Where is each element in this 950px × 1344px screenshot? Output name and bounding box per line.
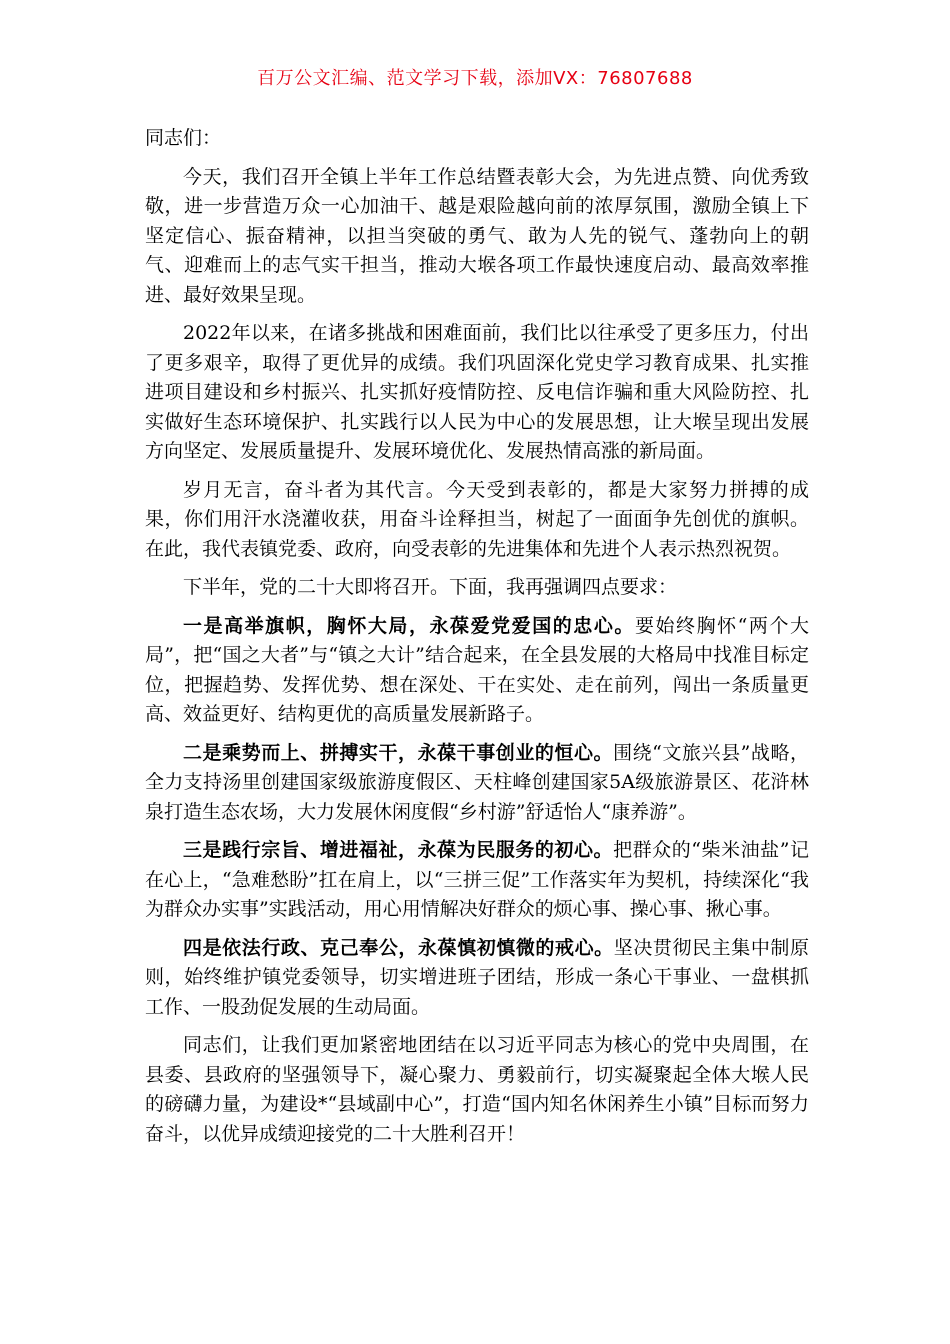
- requirement-heading: 四是依法行政、克己奉公，永葆慎初慎微的戒心。: [183, 936, 614, 959]
- paragraph-text: 要始终胸怀“两个大局”，把“国之大者”与“镇之大计”结合起来，在全县发展的大格局中找准目标定位，把握趋势、发挥优势、想在深处、干在实处、走在前列，闯出一条质量更高、效益更好、结构更优的高质量发展新路子。: [145, 614, 809, 725]
- speech-document: [145, 124, 809, 1158]
- watermark-banner: 百万公文汇编、范文学习下载，添加VX：76807688: [257, 68, 693, 89]
- paragraph-requirement-2: [145, 739, 809, 828]
- paragraph-text: 同志们，让我们更加紧密地团结在以习近平同志为核心的党中央周围，在县委、县政府的坚强领导下，凝心聚力、勇毅前行，切实凝聚起全体大堠人民的磅礴力量，为建设*“县域副中心”，打造“国内知名休闲养生小镇”目标而努力奋斗，以优异成绩迎接党的二十大胜利召开！: [145, 1034, 809, 1145]
- paragraph-text: 坚决贯彻民主集中制原则，始终维护镇党委领导，切实增进班子团结，形成一条心干事业、一盘棋抓工作、一股劲促发展的生动局面。: [145, 936, 809, 1018]
- paragraph-text: 2022年以来，在诸多挑战和困难面前，我们比以往承受了更多压力，付出了更多艰辛，取得了更优异的成绩。我们巩固深化党史学习教育成果、扎实推进项目建设和乡村振兴、扎实抓好疫情防控、反电信诈骗和重大风险防控、扎实做好生态环境保护、扎实践行以人民为中心的发展思想，让大堠呈现出发展方向坚定、发展质量提升、发展环境优化、发展热情高涨的新局面。: [145, 322, 809, 462]
- paragraph-text: 围绕“文旅兴县”战略，全力支持汤里创建国家级旅游度假区、天柱峰创建国家5A级旅游景区、花浒林泉打造生态农场，大力发展休闲度假“乡村游”舒适怡人“康养游”。: [145, 741, 809, 823]
- paragraph-text: 岁月无言，奋斗者为其代言。今天受到表彰的，都是大家努力拼搏的成果，你们用汗水浇灌收获，用奋斗诠释担当，树起了一面面争先创优的旗帜。在此，我代表镇党委、政府，向受表彰的先进集体和先进个人表示热烈祝贺。: [145, 478, 809, 560]
- paragraph-text: 下半年，党的二十大即将召开。下面，我再强调四点要求：: [183, 576, 678, 598]
- paragraph-closing: [145, 1031, 809, 1149]
- paragraph-opening: [145, 163, 809, 311]
- paragraph-text: 把群众的“柴米油盐”记在心上，“急难愁盼”扛在肩上，以“三拼三促”工作落实年为契机，持续深化“我为群众办实事”实践活动，用心用情解决好群众的烦心事、操心事、揪心事。: [145, 839, 809, 920]
- requirement-heading: 一是高举旗帜，胸怀大局，永葆爱党爱国的忠心。: [183, 614, 635, 637]
- paragraph-intro-requirements: [145, 573, 809, 603]
- requirement-heading: 二是乘势而上、拼搏实干，永葆干事创业的恒心。: [183, 741, 614, 764]
- paragraph-requirement-4: [145, 934, 809, 1023]
- salutation: 同志们：: [145, 127, 222, 149]
- paragraph-achievements: [145, 319, 809, 467]
- requirement-heading: 三是践行宗旨、增进福祉，永葆为民服务的初心。: [183, 839, 614, 861]
- paragraph-text: 今天，我们召开全镇上半年工作总结暨表彰大会，为先进点赞、向优秀致敬，进一步营造万众一心加油干、越是艰险越向前的浓厚氛围，激励全镇上下坚定信心、振奋精神，以担当突破的勇气、敢为人先的锐气、蓬勃向上的朝气、迎难而上的志气实干担当，推动大堠各项工作最快速度启动、最高效率推进、最好效果呈现。: [145, 165, 809, 306]
- paragraph-congratulations: [145, 476, 809, 565]
- paragraph-requirement-3: [145, 836, 809, 925]
- paragraph-requirement-1: [145, 612, 809, 730]
